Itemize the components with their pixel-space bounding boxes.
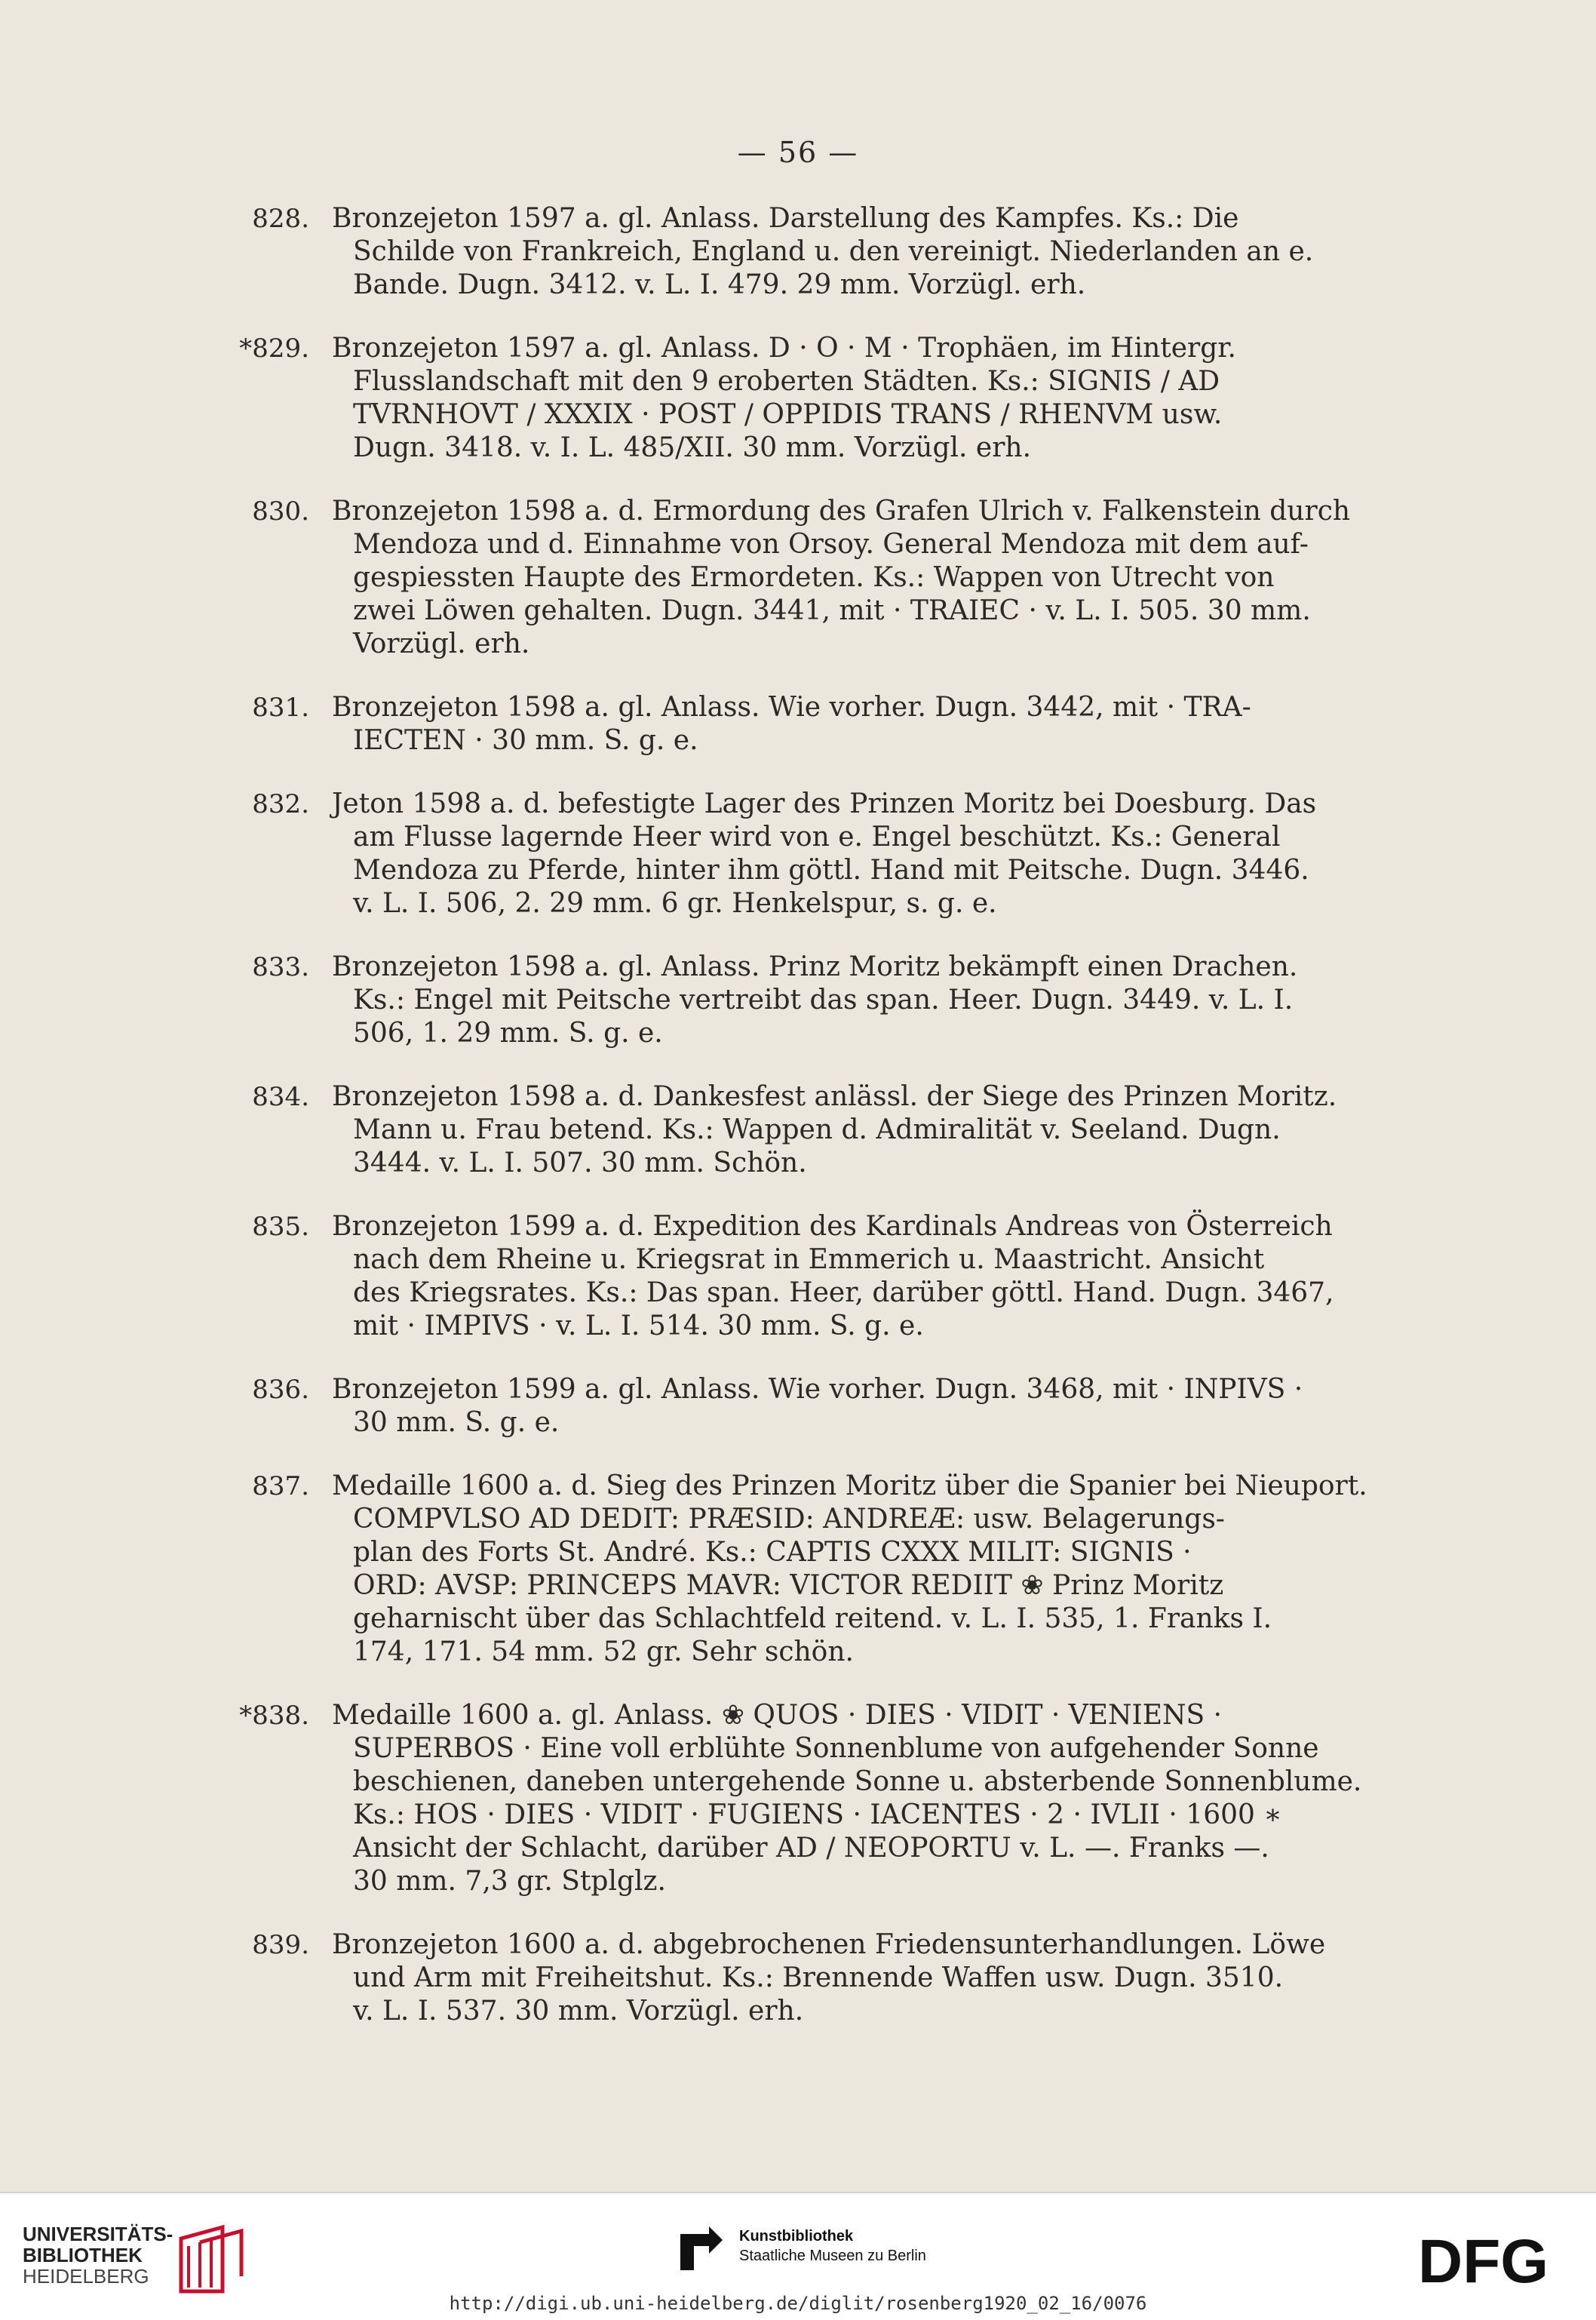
entry-number: 835. bbox=[252, 1212, 309, 1242]
entry-number: 836. bbox=[252, 1375, 309, 1405]
entry-line: v. L. I. 506, 2. 29 mm. 6 gr. Henkelspur, s. g. e. bbox=[353, 888, 997, 919]
entry-line: gespiessten Haupte des Ermordeten. Ks.: Wappen von Utrecht von bbox=[353, 562, 1275, 593]
entry-line: geharnischt über das Schlachtfeld reitend. v. L. I. 535, 1. Franks I. bbox=[353, 1603, 1272, 1634]
entry-line: 174, 171. 54 mm. 52 gr. Sehr schön. bbox=[353, 1636, 854, 1667]
entry-line: Bronzejeton 1598 a. d. Ermordung des Grafen Ulrich v. Falkenstein durch bbox=[332, 496, 1351, 527]
entry-line: Bronzejeton 1597 a. gl. Anlass. Darstellung des Kampfes. Ks.: Die bbox=[332, 203, 1239, 234]
entry-line: 506, 1. 29 mm. S. g. e. bbox=[353, 1018, 663, 1049]
entry-description bbox=[332, 691, 1463, 757]
entry-description bbox=[332, 1470, 1463, 1669]
entry-line: des Kriegsrates. Ks.: Das span. Heer, darüber göttl. Hand. Dugn. 3467, bbox=[353, 1277, 1334, 1308]
uni-line-3: HEIDELBERG bbox=[23, 2265, 149, 2288]
entry-description bbox=[332, 1373, 1463, 1440]
dfg-text: DFG bbox=[1418, 2229, 1549, 2290]
entry-line: Bronzejeton 1600 a. d. abgebrochenen Friedensunterhandlungen. Löwe bbox=[332, 1929, 1326, 1960]
catalog-entry bbox=[252, 202, 1463, 302]
catalog-entry bbox=[252, 1928, 1463, 2028]
entry-line: Vorzügl. erh. bbox=[353, 628, 530, 659]
entry-line: ORD: AVSP: PRINCEPS MAVR: VICTOR REDIIT ❀ Prinz Moritz bbox=[353, 1570, 1224, 1601]
footer-bar bbox=[0, 2192, 1596, 2320]
heidelberg-mark-icon bbox=[166, 2223, 249, 2295]
catalog-entry bbox=[252, 1470, 1463, 1669]
entry-number: *829. bbox=[239, 333, 309, 364]
entry-line: Jeton 1598 a. d. befestigte Lager des Prinzen Moritz bei Doesburg. Das bbox=[332, 788, 1317, 819]
entry-line: COMPVLSO AD DEDIT: PRÆSID: ANDREÆ: usw. Belagerungs- bbox=[353, 1504, 1225, 1535]
uni-line-2: BIBLIOTHEK bbox=[23, 2244, 143, 2266]
entry-line: Ks.: HOS · DIES · VIDIT · FUGIENS · IACENTES · 2 · IVLII · 1600 ∗ bbox=[353, 1799, 1282, 1830]
entry-line: 3444. v. L. I. 507. 30 mm. Schön. bbox=[353, 1148, 807, 1178]
entry-number: 832. bbox=[252, 789, 309, 819]
kb-line-2: Staatliche Museen zu Berlin bbox=[739, 2248, 926, 2264]
entry-number: 828. bbox=[252, 204, 309, 234]
entry-description bbox=[332, 788, 1463, 920]
entry-line: beschienen, daneben untergehende Sonne u. absterbende Sonnenblume. bbox=[353, 1766, 1362, 1797]
entry-line: TVRNHOVT / XXXIX · POST / OPPIDIS TRANS / RHENVM usw. bbox=[353, 399, 1223, 430]
heidelberg-library-logo[interactable] bbox=[23, 2223, 249, 2295]
entry-line: 30 mm. S. g. e. bbox=[353, 1407, 560, 1438]
entry-line: Bronzejeton 1598 a. gl. Anlass. Wie vorher. Dugn. 3442, mit · TRA- bbox=[332, 692, 1251, 723]
source-url[interactable]: http://digi.ub.uni-heidelberg.de/diglit/rosenberg1920_02_16/0076 bbox=[449, 2293, 1147, 2314]
entry-line: Bronzejeton 1598 a. d. Dankesfest anlässl. der Siege des Prinzen Moritz. bbox=[332, 1081, 1337, 1112]
entry-line: Medaille 1600 a. d. Sieg des Prinzen Moritz über die Spanier bei Nieuport. bbox=[332, 1470, 1367, 1501]
entry-line: SUPERBOS · Eine voll erblühte Sonnenblume von aufgehender Sonne bbox=[353, 1733, 1319, 1764]
dfg-logo[interactable] bbox=[1418, 2229, 1576, 2290]
entry-line: Schilde von Frankreich, England u. den vereinigt. Niederlanden an e. bbox=[353, 236, 1314, 267]
entry-line: und Arm mit Freiheitshut. Ks.: Brennende Waffen usw. Dugn. 3510. bbox=[353, 1962, 1284, 1993]
entry-line: Ansicht der Schlacht, darüber AD / NEOPORTU v. L. —. Franks —. bbox=[353, 1833, 1269, 1864]
catalog-entries bbox=[239, 202, 1463, 2058]
entry-line: Bronzejeton 1597 a. gl. Anlass. D · O · M · Trophäen, im Hintergr. bbox=[332, 333, 1236, 364]
entry-line: Medaille 1600 a. gl. Anlass. ❀ QUOS · DIES · VIDIT · VENIENS · bbox=[332, 1700, 1223, 1731]
entry-number: 839. bbox=[252, 1930, 309, 1960]
entry-line: Bande. Dugn. 3412. v. L. I. 479. 29 mm. Vorzügl. erh. bbox=[353, 269, 1086, 300]
entry-line: Dugn. 3418. v. I. L. 485/XII. 30 mm. Vorzügl. erh. bbox=[353, 432, 1032, 463]
catalog-entry bbox=[252, 495, 1463, 661]
catalog-entry bbox=[252, 951, 1463, 1050]
entry-line: plan des Forts St. André. Ks.: CAPTIS CXXX MILIT: SIGNIS · bbox=[353, 1537, 1192, 1568]
entry-description bbox=[332, 1080, 1463, 1180]
entry-number: *838. bbox=[239, 1701, 309, 1731]
entry-line: 30 mm. 7,3 gr. Stplglz. bbox=[353, 1866, 666, 1897]
entry-line: am Flusse lagernde Heer wird von e. Engel beschützt. Ks.: General bbox=[353, 822, 1281, 853]
entry-description bbox=[332, 1699, 1463, 1898]
catalog-entry bbox=[252, 691, 1463, 757]
entry-line: nach dem Rheine u. Kriegsrat in Emmerich u. Maastricht. Ansicht bbox=[353, 1244, 1265, 1275]
entry-description bbox=[332, 1210, 1463, 1343]
entry-description bbox=[332, 495, 1463, 661]
entry-description bbox=[332, 202, 1463, 302]
entry-line: mit · IMPIVS · v. L. I. 514. 30 mm. S. g. e. bbox=[353, 1311, 924, 1341]
uni-line-1: UNIVERSITÄTS- bbox=[23, 2223, 173, 2245]
page-number: — 56 — bbox=[737, 136, 859, 169]
entry-line: v. L. I. 537. 30 mm. Vorzügl. erh. bbox=[353, 1996, 804, 2027]
entry-line: Bronzejeton 1599 a. d. Expedition des Kardinals Andreas von Österreich bbox=[332, 1211, 1333, 1242]
kunstbibliothek-logo[interactable] bbox=[679, 2223, 950, 2284]
entry-line: IECTEN · 30 mm. S. g. e. bbox=[353, 725, 698, 756]
entry-number: 830. bbox=[252, 496, 309, 527]
entry-line: Mann u. Frau betend. Ks.: Wappen d. Admiralität v. Seeland. Dugn. bbox=[353, 1114, 1281, 1145]
kb-line-1: Kunstbibliothek bbox=[739, 2228, 854, 2245]
entry-number: 837. bbox=[252, 1471, 309, 1501]
entry-line: Mendoza und d. Einnahme von Orsoy. General Mendoza mit dem auf- bbox=[353, 529, 1309, 560]
entry-line: Ks.: Engel mit Peitsche vertreibt das span. Heer. Dugn. 3449. v. L. I. bbox=[353, 985, 1294, 1016]
entry-description bbox=[332, 332, 1463, 465]
entry-line: Bronzejeton 1598 a. gl. Anlass. Prinz Moritz bekämpft einen Drachen. bbox=[332, 951, 1298, 982]
entry-description bbox=[332, 951, 1463, 1050]
entry-line: Flusslandschaft mit den 9 eroberten Städten. Ks.: SIGNIS / AD bbox=[353, 366, 1220, 397]
entry-number: 834. bbox=[252, 1082, 309, 1112]
entry-line: Mendoza zu Pferde, hinter ihm göttl. Hand mit Peitsche. Dugn. 3446. bbox=[353, 855, 1309, 886]
entry-line: Bronzejeton 1599 a. gl. Anlass. Wie vorher. Dugn. 3468, mit · INPIVS · bbox=[332, 1374, 1303, 1405]
catalog-entry bbox=[252, 1373, 1463, 1440]
catalog-entry bbox=[252, 1080, 1463, 1180]
catalog-entry bbox=[239, 332, 1463, 465]
entry-number: 831. bbox=[252, 693, 309, 723]
entry-description bbox=[332, 1928, 1463, 2028]
kunstbibliothek-mark-icon bbox=[679, 2226, 724, 2272]
entry-line: zwei Löwen gehalten. Dugn. 3441, mit · TRAIEC · v. L. I. 505. 30 mm. bbox=[353, 595, 1311, 626]
catalog-entry bbox=[252, 1210, 1463, 1343]
catalog-entry bbox=[252, 788, 1463, 920]
catalog-entry bbox=[239, 1699, 1463, 1898]
entry-number: 833. bbox=[252, 952, 309, 982]
